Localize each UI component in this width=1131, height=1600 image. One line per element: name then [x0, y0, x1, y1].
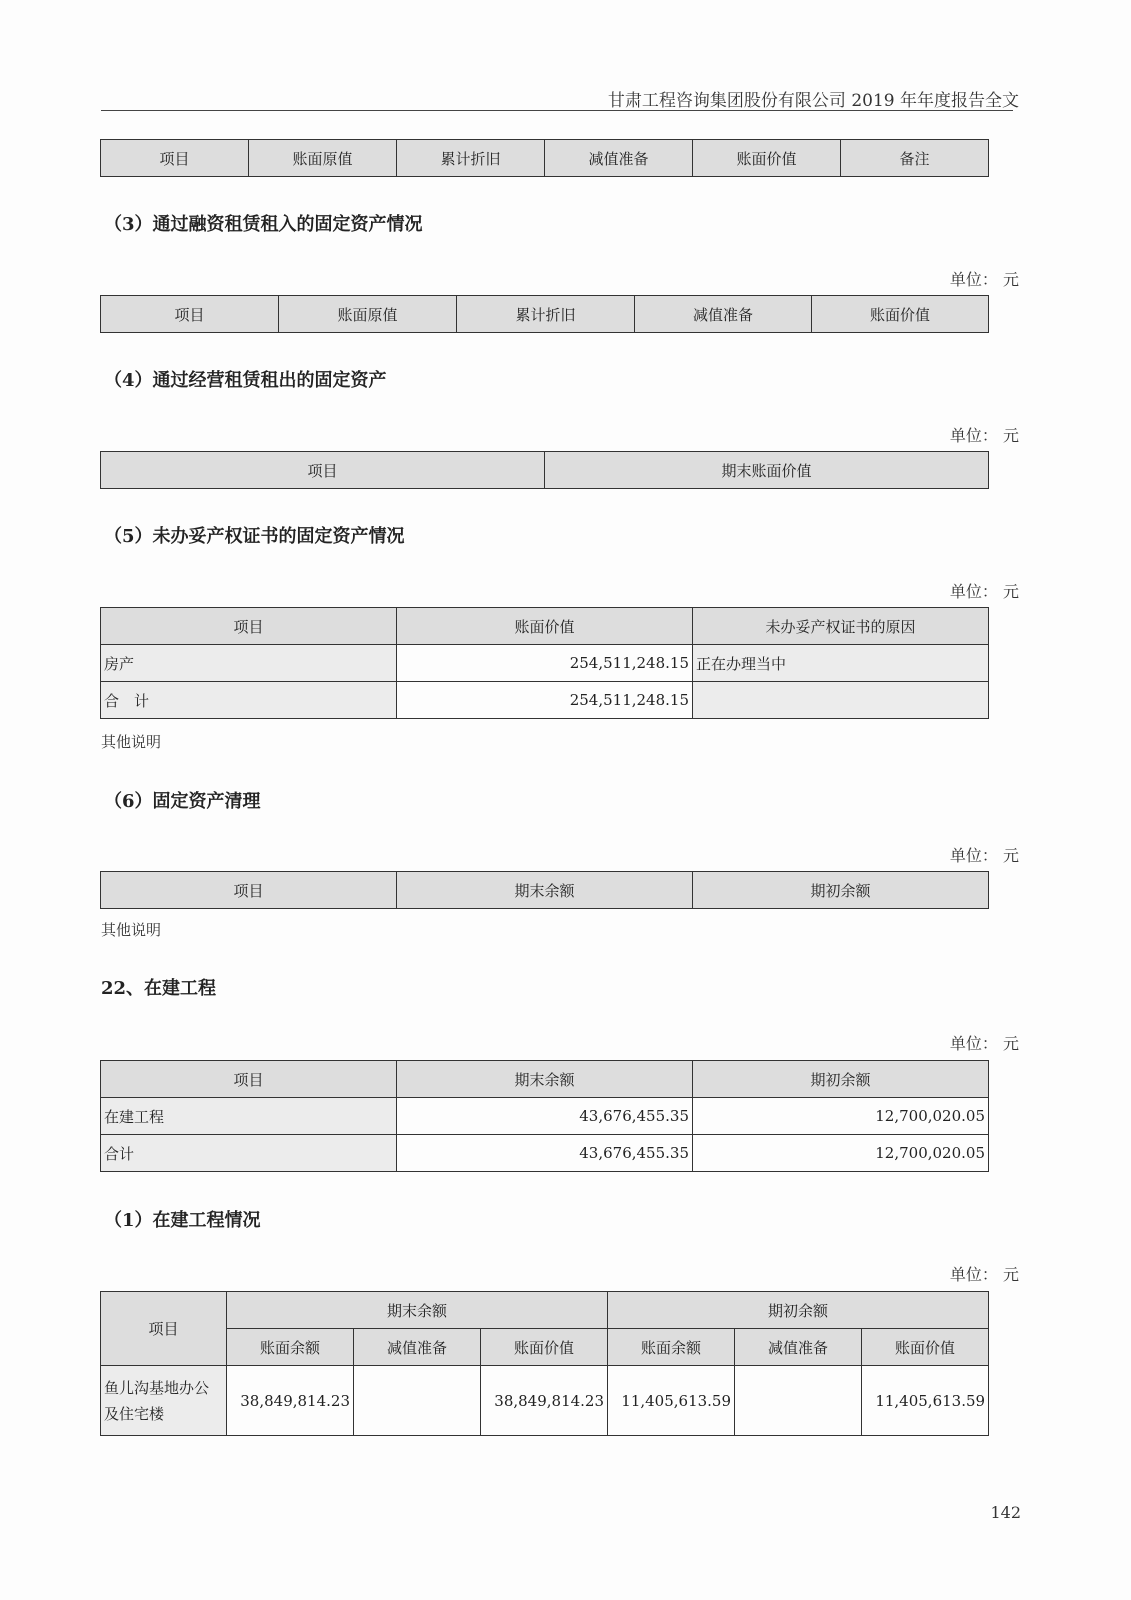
col-header: 减值准备 — [735, 1329, 862, 1366]
header-divider — [101, 110, 1013, 111]
no-certificate-assets-table — [100, 607, 989, 719]
other-notes-label: 其他说明 — [101, 733, 162, 751]
fixed-assets-summary-table — [100, 139, 989, 177]
col-header: 项目 — [101, 140, 249, 177]
col-header: 期末账面价值 — [545, 452, 989, 489]
group-header: 期初余额 — [608, 1292, 989, 1329]
begin-balance-cell: 12,700,020.05 — [693, 1098, 989, 1135]
col-header: 项目 — [101, 296, 279, 333]
table-row — [101, 1098, 989, 1135]
row-label: 合计 — [101, 1135, 397, 1172]
operating-lease-table — [100, 451, 989, 489]
construction-in-progress-table — [100, 1060, 989, 1172]
unit-label: 单位： 元 — [949, 1265, 1019, 1284]
end-balance-cell: 43,676,455.35 — [397, 1098, 693, 1135]
col-header: 账面原值 — [279, 296, 457, 333]
end-book-value-cell: 38,849,814.23 — [481, 1366, 608, 1436]
begin-book-balance-cell: 11,405,613.59 — [608, 1366, 735, 1436]
begin-balance-cell: 12,700,020.05 — [693, 1135, 989, 1172]
end-book-balance-cell: 38,849,814.23 — [227, 1366, 354, 1436]
section-4-title: （4）通过经营租赁租出的固定资产 — [104, 370, 387, 391]
col-header: 账面价值 — [481, 1329, 608, 1366]
row-label-line: 及住宅楼 — [104, 1404, 165, 1423]
table-header-row — [101, 608, 989, 645]
end-balance-cell: 43,676,455.35 — [397, 1135, 693, 1172]
section-3-title: （3）通过融资租赁租入的固定资产情况 — [104, 214, 423, 235]
table-subheader-row — [101, 1329, 989, 1366]
col-header: 期末余额 — [397, 1061, 693, 1098]
begin-book-value-cell: 11,405,613.59 — [862, 1366, 989, 1436]
table-header-row — [101, 872, 989, 909]
construction-detail-table — [100, 1291, 989, 1436]
page-number: 142 — [990, 1503, 1021, 1522]
col-header: 项目 — [101, 1292, 227, 1366]
table-row — [101, 1366, 989, 1436]
asset-disposal-table — [100, 871, 989, 909]
end-impairment-cell — [354, 1366, 481, 1436]
col-header: 项目 — [101, 608, 397, 645]
col-header: 未办妥产权证书的原因 — [693, 608, 989, 645]
finance-lease-table — [100, 295, 989, 333]
col-header: 减值准备 — [354, 1329, 481, 1366]
col-header: 账面价值 — [397, 608, 693, 645]
col-header: 项目 — [101, 452, 545, 489]
unit-label: 单位： 元 — [949, 582, 1019, 601]
row-label: 合 计 — [101, 682, 397, 719]
row-label — [101, 1366, 227, 1436]
col-header: 累计折旧 — [397, 140, 545, 177]
table-header-row — [101, 296, 989, 333]
unit-label: 单位： 元 — [949, 1034, 1019, 1053]
table-row — [101, 1135, 989, 1172]
col-header: 期初余额 — [693, 872, 989, 909]
unit-label: 单位： 元 — [949, 846, 1019, 865]
table-header-row — [101, 452, 989, 489]
row-label-line: 鱼儿沟基地办公 — [104, 1378, 210, 1397]
col-header: 期初余额 — [693, 1061, 989, 1098]
report-header-title: 甘肃工程咨询集团股份有限公司 2019 年年度报告全文 — [607, 91, 1019, 111]
reason-cell — [693, 682, 989, 719]
col-header: 减值准备 — [545, 140, 693, 177]
table-header-row — [101, 1292, 989, 1329]
col-header: 减值准备 — [635, 296, 812, 333]
col-header: 账面价值 — [693, 140, 841, 177]
section-22-title: 22、在建工程 — [101, 978, 217, 999]
col-header: 账面余额 — [608, 1329, 735, 1366]
begin-impairment-cell — [735, 1366, 862, 1436]
col-header: 累计折旧 — [457, 296, 635, 333]
col-header: 账面余额 — [227, 1329, 354, 1366]
col-header: 账面原值 — [249, 140, 397, 177]
table-row — [101, 645, 989, 682]
table-row — [101, 682, 989, 719]
col-header: 账面价值 — [862, 1329, 989, 1366]
col-header: 项目 — [101, 872, 397, 909]
book-value-cell: 254,511,248.15 — [397, 645, 693, 682]
table-header-row — [101, 140, 989, 177]
col-header: 账面价值 — [812, 296, 989, 333]
row-label: 房产 — [101, 645, 397, 682]
col-header: 备注 — [841, 140, 989, 177]
row-label: 在建工程 — [101, 1098, 397, 1135]
col-header: 期末余额 — [397, 872, 693, 909]
col-header: 项目 — [101, 1061, 397, 1098]
other-notes-label: 其他说明 — [101, 921, 162, 939]
book-value-cell: 254,511,248.15 — [397, 682, 693, 719]
unit-label: 单位： 元 — [949, 426, 1019, 445]
section-22-1-title: （1）在建工程情况 — [104, 1210, 261, 1231]
unit-label: 单位： 元 — [949, 270, 1019, 289]
section-6-title: （6）固定资产清理 — [104, 791, 261, 812]
group-header: 期末余额 — [227, 1292, 608, 1329]
section-5-title: （5）未办妥产权证书的固定资产情况 — [104, 526, 405, 547]
reason-cell: 正在办理当中 — [693, 645, 989, 682]
table-header-row — [101, 1061, 989, 1098]
